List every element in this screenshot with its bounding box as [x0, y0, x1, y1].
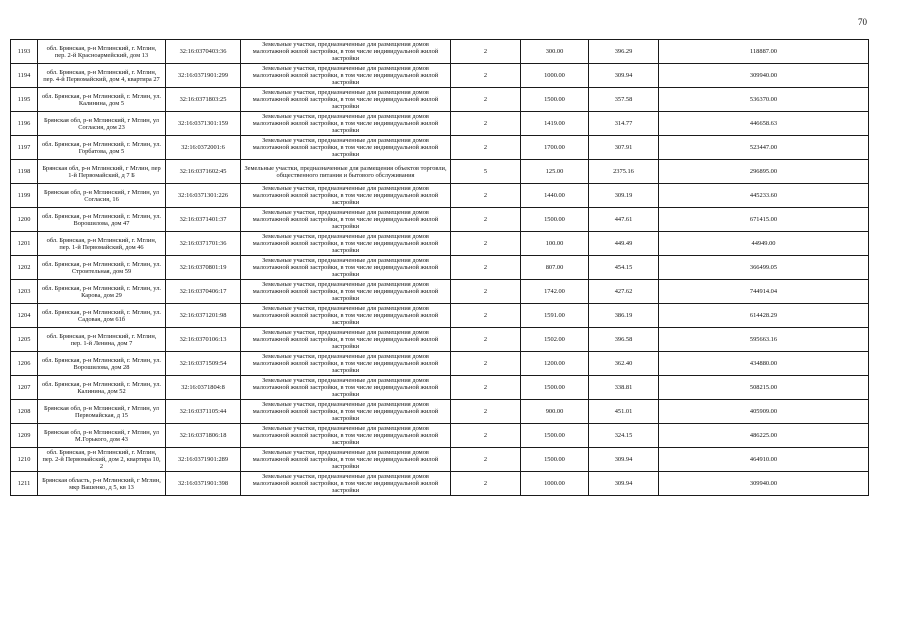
area-cell: 1500.00: [521, 448, 589, 472]
category-cell: 2: [451, 88, 521, 112]
cadastral-number-cell: 32:16:0371509:54: [166, 352, 241, 376]
cadastral-value-cell: 464910.00: [659, 448, 869, 472]
area-cell: 1440.00: [521, 184, 589, 208]
row-number-cell: 1205: [11, 328, 38, 352]
row-number-cell: 1204: [11, 304, 38, 328]
cadastral-value-cell: 118887.00: [659, 40, 869, 64]
specific-value-cell: 309.94: [589, 64, 659, 88]
land-use-cell: Земельные участки, предназначенные для размещения домов малоэтажной жилой застройки, в том числе индивидуальной жилой застройки: [241, 424, 451, 448]
cadastral-value-cell: 446658.63: [659, 112, 869, 136]
cadastral-number-cell: 32:16:0370406:17: [166, 280, 241, 304]
category-cell: 2: [451, 304, 521, 328]
cadastral-number-cell: 32:16:0370801:19: [166, 256, 241, 280]
area-cell: 100.00: [521, 232, 589, 256]
cadastral-number-cell: 32:16:0371201:98: [166, 304, 241, 328]
cadastral-value-cell: 614428.29: [659, 304, 869, 328]
land-use-cell: Земельные участки, предназначенные для размещения домов малоэтажной жилой застройки, в том числе индивидуальной жилой застройки: [241, 64, 451, 88]
cadastral-value-cell: 536370.00: [659, 88, 869, 112]
cadastral-number-cell: 32:16:0371901:398: [166, 472, 241, 496]
category-cell: 2: [451, 184, 521, 208]
category-cell: 2: [451, 280, 521, 304]
land-use-cell: Земельные участки, предназначенные для размещения домов малоэтажной жилой застройки, в том числе индивидуальной жилой застройки: [241, 88, 451, 112]
address-cell: обл. Брянская, р-н Мглинский, г. Мглин, пер. 1-й Ленина, дом 7: [38, 328, 166, 352]
land-use-cell: Земельные участки, предназначенные для размещения домов малоэтажной жилой застройки, в том числе индивидуальной жилой застройки: [241, 40, 451, 64]
area-cell: 1700.00: [521, 136, 589, 160]
table-row: [11, 232, 869, 256]
table-row: [11, 88, 869, 112]
address-cell: обл. Брянская, р-н Мглинский, г. Мглин, пер. 2-й Красноармейский, дом 13: [38, 40, 166, 64]
row-number-cell: 1196: [11, 112, 38, 136]
area-cell: 1502.00: [521, 328, 589, 352]
land-plots-table: [10, 39, 869, 496]
area-cell: 1500.00: [521, 88, 589, 112]
area-cell: 1200.00: [521, 352, 589, 376]
category-cell: 2: [451, 448, 521, 472]
table-row: [11, 64, 869, 88]
row-number-cell: 1209: [11, 424, 38, 448]
category-cell: 2: [451, 400, 521, 424]
specific-value-cell: 309.19: [589, 184, 659, 208]
row-number-cell: 1194: [11, 64, 38, 88]
category-cell: 2: [451, 208, 521, 232]
row-number-cell: 1201: [11, 232, 38, 256]
cadastral-number-cell: 32:16:0371401:37: [166, 208, 241, 232]
table-row: [11, 448, 869, 472]
row-number-cell: 1211: [11, 472, 38, 496]
specific-value-cell: 324.15: [589, 424, 659, 448]
address-cell: обл. Брянская, р-н Мглинский, г. Мглин, ул. Калинина, дом 52: [38, 376, 166, 400]
table-row: [11, 160, 869, 184]
row-number-cell: 1203: [11, 280, 38, 304]
address-cell: Брянская обл, р-н Мглинский, г Мглин, ул Первомайская, д 15: [38, 400, 166, 424]
land-use-cell: Земельные участки, предназначенные для размещения домов малоэтажной жилой застройки, в том числе индивидуальной жилой застройки: [241, 232, 451, 256]
cadastral-number-cell: 32:16:0371301:226: [166, 184, 241, 208]
table-body: [11, 40, 869, 496]
specific-value-cell: 314.77: [589, 112, 659, 136]
table-row: [11, 424, 869, 448]
table-row: [11, 136, 869, 160]
specific-value-cell: 362.40: [589, 352, 659, 376]
table-row: [11, 184, 869, 208]
row-number-cell: 1202: [11, 256, 38, 280]
table-row: [11, 376, 869, 400]
land-use-cell: Земельные участки, предназначенные для размещения домов малоэтажной жилой застройки, в том числе индивидуальной жилой застройки: [241, 400, 451, 424]
land-use-cell: Земельные участки, предназначенные для размещения объектов торговли, общественного питания и бытового обслуживания: [241, 160, 451, 184]
address-cell: Брянская обл, р-н Мглинский, г Мглин, ул Согласия, 16: [38, 184, 166, 208]
category-cell: 2: [451, 352, 521, 376]
area-cell: 1419.00: [521, 112, 589, 136]
cadastral-value-cell: 309940.00: [659, 64, 869, 88]
specific-value-cell: 447.61: [589, 208, 659, 232]
cadastral-value-cell: 508215.00: [659, 376, 869, 400]
address-cell: Брянская обл, р-н Мглинский, г Мглин, ул М.Горького, дом 43: [38, 424, 166, 448]
row-number-cell: 1208: [11, 400, 38, 424]
cadastral-number-cell: 32:16:0372001:6: [166, 136, 241, 160]
cadastral-value-cell: 523447.00: [659, 136, 869, 160]
cadastral-number-cell: 32:16:0371901:289: [166, 448, 241, 472]
area-cell: 125.00: [521, 160, 589, 184]
table-row: [11, 280, 869, 304]
cadastral-number-cell: 32:16:0371301:159: [166, 112, 241, 136]
table-row: [11, 256, 869, 280]
cadastral-value-cell: 671415.00: [659, 208, 869, 232]
land-use-cell: Земельные участки, предназначенные для размещения домов малоэтажной жилой застройки, в том числе индивидуальной жилой застройки: [241, 208, 451, 232]
address-cell: Брянская обл, р-н Мглинский, г Мглин, пер 1-й Первомайский, д 7 Б: [38, 160, 166, 184]
address-cell: обл. Брянская, р-н Мглинский, г. Мглин, ул. Горбатова, дом 5: [38, 136, 166, 160]
address-cell: обл. Брянская, р-н Мглинский, г. Мглин, ул. Строительная, дом 59: [38, 256, 166, 280]
table-row: [11, 328, 869, 352]
row-number-cell: 1200: [11, 208, 38, 232]
category-cell: 2: [451, 136, 521, 160]
category-cell: 2: [451, 328, 521, 352]
specific-value-cell: 396.58: [589, 328, 659, 352]
address-cell: обл. Брянская, р-н Мглинский, г. Мглин, ул. Ворошилова, дом 28: [38, 352, 166, 376]
table-row: [11, 472, 869, 496]
area-cell: 1591.00: [521, 304, 589, 328]
address-cell: обл. Брянская, р-н Мглинский, г. Мглин, ул. Садовая, дом 61б: [38, 304, 166, 328]
row-number-cell: 1198: [11, 160, 38, 184]
cadastral-number-cell: 32:16:0371105:44: [166, 400, 241, 424]
specific-value-cell: 451.01: [589, 400, 659, 424]
area-cell: 300.00: [521, 40, 589, 64]
cadastral-value-cell: 405909.00: [659, 400, 869, 424]
land-use-cell: Земельные участки, предназначенные для размещения домов малоэтажной жилой застройки, в том числе индивидуальной жилой застройки: [241, 136, 451, 160]
cadastral-number-cell: 32:16:0371804:8: [166, 376, 241, 400]
address-cell: обл. Брянская, р-н Мглинский, г. Мглин, ул. Ворошилова, дом 47: [38, 208, 166, 232]
specific-value-cell: 357.58: [589, 88, 659, 112]
row-number-cell: 1207: [11, 376, 38, 400]
cadastral-value-cell: 296895.00: [659, 160, 869, 184]
row-number-cell: 1206: [11, 352, 38, 376]
cadastral-value-cell: 744914.04: [659, 280, 869, 304]
specific-value-cell: 2375.16: [589, 160, 659, 184]
table-row: [11, 208, 869, 232]
cadastral-value-cell: 434880.00: [659, 352, 869, 376]
table-row: [11, 112, 869, 136]
cadastral-number-cell: 32:16:0371901:299: [166, 64, 241, 88]
cadastral-value-cell: 445233.60: [659, 184, 869, 208]
land-use-cell: Земельные участки, предназначенные для размещения домов малоэтажной жилой застройки, в том числе индивидуальной жилой застройки: [241, 280, 451, 304]
cadastral-number-cell: 32:16:0371806:18: [166, 424, 241, 448]
row-number-cell: 1199: [11, 184, 38, 208]
specific-value-cell: 454.15: [589, 256, 659, 280]
land-use-cell: Земельные участки, предназначенные для размещения домов малоэтажной жилой застройки, в том числе индивидуальной жилой застройки: [241, 448, 451, 472]
address-cell: обл. Брянская, р-н Мглинский, г. Мглин, пер. 2-й Первомайский, дом 2, квартира 10, 2: [38, 448, 166, 472]
land-use-cell: Земельные участки, предназначенные для размещения домов малоэтажной жилой застройки, в том числе индивидуальной жилой застройки: [241, 256, 451, 280]
land-use-cell: Земельные участки, предназначенные для размещения домов малоэтажной жилой застройки, в том числе индивидуальной жилой застройки: [241, 472, 451, 496]
area-cell: 807.00: [521, 256, 589, 280]
cadastral-value-cell: 595663.16: [659, 328, 869, 352]
table-row: [11, 304, 869, 328]
row-number-cell: 1195: [11, 88, 38, 112]
category-cell: 2: [451, 424, 521, 448]
specific-value-cell: 338.81: [589, 376, 659, 400]
area-cell: 1500.00: [521, 376, 589, 400]
area-cell: 1500.00: [521, 424, 589, 448]
address-cell: обл. Брянская, р-н Мглинский, г. Мглин, пер. 1-й Первомайский, дом 46: [38, 232, 166, 256]
address-cell: Брянская обл, р-н Мглинский, г Мглин, ул Согласия, дом 23: [38, 112, 166, 136]
row-number-cell: 1193: [11, 40, 38, 64]
address-cell: Брянская область, р-н Мглинский, г Мглин, мкр Вашенко, д 5, кв 13: [38, 472, 166, 496]
category-cell: 2: [451, 64, 521, 88]
area-cell: 900.00: [521, 400, 589, 424]
specific-value-cell: 427.62: [589, 280, 659, 304]
land-use-cell: Земельные участки, предназначенные для размещения домов малоэтажной жилой застройки, в том числе индивидуальной жилой застройки: [241, 112, 451, 136]
specific-value-cell: 449.49: [589, 232, 659, 256]
address-cell: обл. Брянская, р-н Мглинский, г. Мглин, ул. Калинина, дом 5: [38, 88, 166, 112]
cadastral-value-cell: 486225.00: [659, 424, 869, 448]
table-row: [11, 40, 869, 64]
land-use-cell: Земельные участки, предназначенные для размещения домов малоэтажной жилой застройки, в том числе индивидуальной жилой застройки: [241, 352, 451, 376]
address-cell: обл. Брянская, р-н Мглинский, г. Мглин, ул. Карова, дом 29: [38, 280, 166, 304]
cadastral-number-cell: 32:16:0370106:13: [166, 328, 241, 352]
category-cell: 2: [451, 376, 521, 400]
specific-value-cell: 309.94: [589, 472, 659, 496]
cadastral-number-cell: 32:16:0370403:36: [166, 40, 241, 64]
specific-value-cell: 309.94: [589, 448, 659, 472]
specific-value-cell: 386.19: [589, 304, 659, 328]
area-cell: 1000.00: [521, 472, 589, 496]
specific-value-cell: 307.91: [589, 136, 659, 160]
land-use-cell: Земельные участки, предназначенные для размещения домов малоэтажной жилой застройки, в том числе индивидуальной жилой застройки: [241, 304, 451, 328]
row-number-cell: 1197: [11, 136, 38, 160]
cadastral-number-cell: 32:16:0371803:25: [166, 88, 241, 112]
category-cell: 2: [451, 256, 521, 280]
land-use-cell: Земельные участки, предназначенные для размещения домов малоэтажной жилой застройки, в том числе индивидуальной жилой застройки: [241, 376, 451, 400]
address-cell: обл. Брянская, р-н Мглинский, г. Мглин, пер. 4-й Первомайский, дом 4, квартира 27: [38, 64, 166, 88]
category-cell: 5: [451, 160, 521, 184]
cadastral-value-cell: 44949.00: [659, 232, 869, 256]
table-row: [11, 352, 869, 376]
cadastral-number-cell: 32:16:0371602:45: [166, 160, 241, 184]
land-use-cell: Земельные участки, предназначенные для размещения домов малоэтажной жилой застройки, в том числе индивидуальной жилой застройки: [241, 184, 451, 208]
row-number-cell: 1210: [11, 448, 38, 472]
table-row: [11, 400, 869, 424]
cadastral-value-cell: 309940.00: [659, 472, 869, 496]
specific-value-cell: 396.29: [589, 40, 659, 64]
category-cell: 2: [451, 472, 521, 496]
area-cell: 1500.00: [521, 208, 589, 232]
cadastral-number-cell: 32:16:0371701:36: [166, 232, 241, 256]
category-cell: 2: [451, 232, 521, 256]
cadastral-value-cell: 366499.05: [659, 256, 869, 280]
area-cell: 1742.00: [521, 280, 589, 304]
page-number: 70: [858, 17, 867, 27]
category-cell: 2: [451, 40, 521, 64]
area-cell: 1000.00: [521, 64, 589, 88]
category-cell: 2: [451, 112, 521, 136]
land-use-cell: Земельные участки, предназначенные для размещения домов малоэтажной жилой застройки, в том числе индивидуальной жилой застройки: [241, 328, 451, 352]
